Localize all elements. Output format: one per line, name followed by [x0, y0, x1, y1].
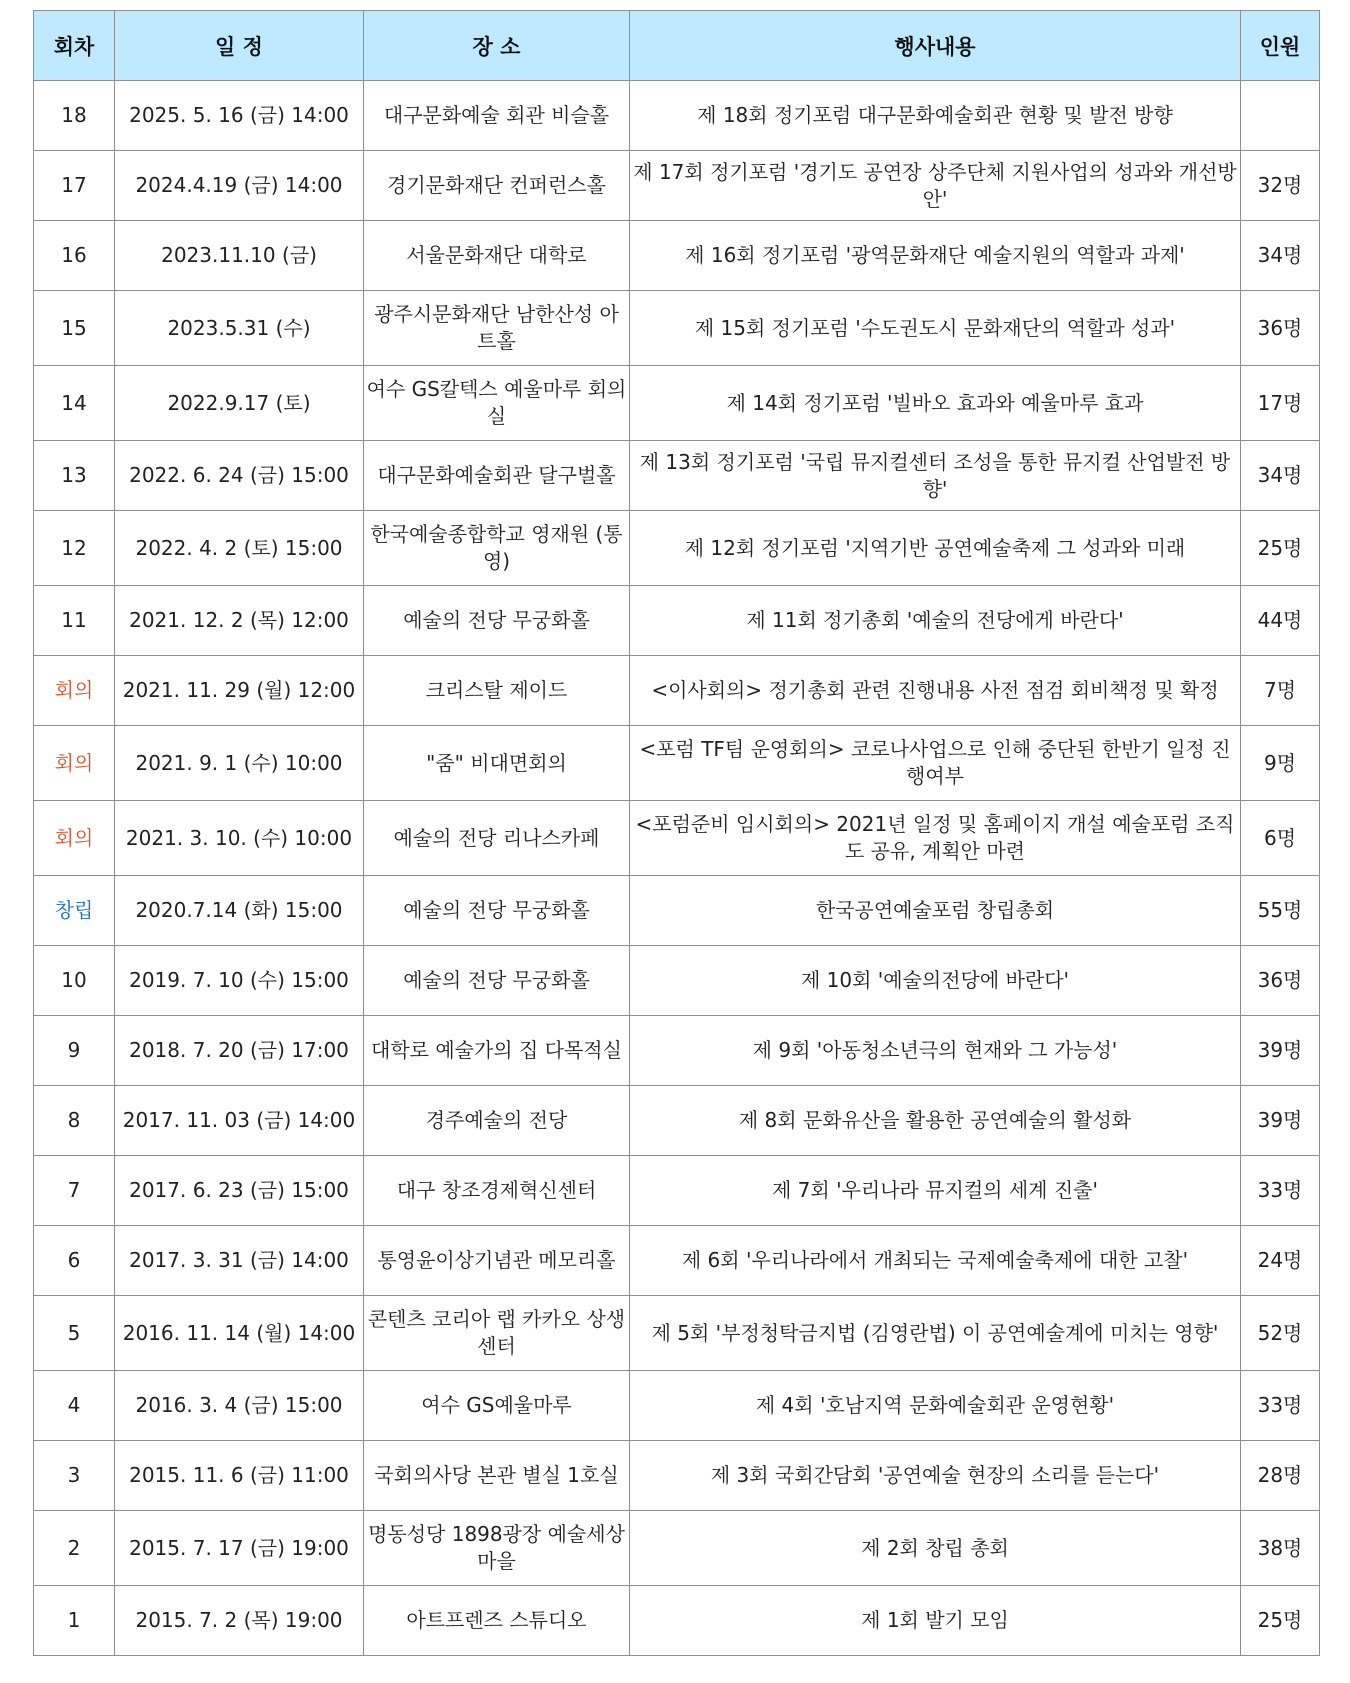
- cell-round: 17: [34, 151, 115, 221]
- cell-people: 34명: [1241, 441, 1320, 511]
- cell-place: 예술의 전당 리나스카페: [364, 801, 630, 876]
- cell-round: 14: [34, 366, 115, 441]
- cell-place: 대구문화예술회관 달구벌홀: [364, 441, 630, 511]
- table-row: [34, 291, 1320, 366]
- cell-date: 2017. 3. 31 (금) 14:00: [115, 1226, 364, 1296]
- cell-people: 32명: [1241, 151, 1320, 221]
- cell-place: 명동성당 1898광장 예술세상마을: [364, 1511, 630, 1586]
- header-content: 행사내용: [630, 11, 1241, 81]
- table-row: [34, 656, 1320, 726]
- cell-content: 제 16회 정기포럼 '광역문화재단 예술지원의 역할과 과제': [630, 221, 1241, 291]
- cell-date: 2015. 11. 6 (금) 11:00: [115, 1441, 364, 1511]
- cell-round: 9: [34, 1016, 115, 1086]
- cell-date: 2024.4.19 (금) 14:00: [115, 151, 364, 221]
- cell-content: 제 1회 발기 모임: [630, 1586, 1241, 1656]
- cell-place: 대구 창조경제혁신센터: [364, 1156, 630, 1226]
- cell-people: [1241, 81, 1320, 151]
- cell-place: 크리스탈 제이드: [364, 656, 630, 726]
- table-row: [34, 1371, 1320, 1441]
- cell-date: 2015. 7. 2 (목) 19:00: [115, 1586, 364, 1656]
- cell-round: 5: [34, 1296, 115, 1371]
- cell-date: 2023.11.10 (금): [115, 221, 364, 291]
- cell-place: 여수 GS칼텍스 예울마루 회의실: [364, 366, 630, 441]
- cell-place: 경기문화재단 컨퍼런스홀: [364, 151, 630, 221]
- cell-people: 28명: [1241, 1441, 1320, 1511]
- cell-place: 아트프렌즈 스튜디오: [364, 1586, 630, 1656]
- events-table: [33, 10, 1320, 1656]
- table-header-row: [34, 11, 1320, 81]
- cell-round: 7: [34, 1156, 115, 1226]
- cell-date: 2022. 4. 2 (토) 15:00: [115, 511, 364, 586]
- cell-date: 2022.9.17 (토): [115, 366, 364, 441]
- table-row: [34, 441, 1320, 511]
- cell-people: 39명: [1241, 1016, 1320, 1086]
- cell-round: 18: [34, 81, 115, 151]
- header-place: 장 소: [364, 11, 630, 81]
- cell-round: 회의: [34, 801, 115, 876]
- cell-content: 한국공연예술포럼 창립총회: [630, 876, 1241, 946]
- table-row: [34, 366, 1320, 441]
- cell-people: 6명: [1241, 801, 1320, 876]
- cell-place: 콘텐츠 코리아 랩 카카오 상생센터: [364, 1296, 630, 1371]
- table-row: [34, 801, 1320, 876]
- cell-content: 제 8회 문화유산을 활용한 공연예술의 활성화: [630, 1086, 1241, 1156]
- cell-date: 2021. 3. 10. (수) 10:00: [115, 801, 364, 876]
- cell-round: 8: [34, 1086, 115, 1156]
- header-people: 인원: [1241, 11, 1320, 81]
- cell-date: 2016. 11. 14 (월) 14:00: [115, 1296, 364, 1371]
- cell-people: 17명: [1241, 366, 1320, 441]
- cell-content: <이사회의> 정기총회 관련 진행내용 사전 점검 회비책정 및 확정: [630, 656, 1241, 726]
- cell-round: 창립: [34, 876, 115, 946]
- cell-content: 제 10회 '예술의전당에 바란다': [630, 946, 1241, 1016]
- cell-people: 33명: [1241, 1371, 1320, 1441]
- cell-place: 광주시문화재단 남한산성 아트홀: [364, 291, 630, 366]
- cell-round: 13: [34, 441, 115, 511]
- cell-people: 44명: [1241, 586, 1320, 656]
- cell-content: 제 15회 정기포럼 '수도권도시 문화재단의 역할과 성과': [630, 291, 1241, 366]
- table-row: [34, 586, 1320, 656]
- table-row: [34, 1441, 1320, 1511]
- cell-place: 통영윤이상기념관 메모리홀: [364, 1226, 630, 1296]
- cell-people: 24명: [1241, 1226, 1320, 1296]
- cell-date: 2021. 9. 1 (수) 10:00: [115, 726, 364, 801]
- cell-content: 제 17회 정기포럼 '경기도 공연장 상주단체 지원사업의 성과와 개선방안': [630, 151, 1241, 221]
- cell-date: 2021. 12. 2 (목) 12:00: [115, 586, 364, 656]
- cell-round: 11: [34, 586, 115, 656]
- cell-place: "줌" 비대면회의: [364, 726, 630, 801]
- table-row: [34, 81, 1320, 151]
- cell-round: 3: [34, 1441, 115, 1511]
- cell-place: 한국예술종합학교 영재원 (통영): [364, 511, 630, 586]
- cell-place: 서울문화재단 대학로: [364, 221, 630, 291]
- cell-people: 25명: [1241, 1586, 1320, 1656]
- header-date: 일 정: [115, 11, 364, 81]
- table-row: [34, 151, 1320, 221]
- cell-date: 2023.5.31 (수): [115, 291, 364, 366]
- cell-content: 제 3회 국회간담회 '공연예술 현장의 소리를 듣는다': [630, 1441, 1241, 1511]
- cell-place: 대학로 예술가의 집 다목적실: [364, 1016, 630, 1086]
- table-body: [34, 81, 1320, 1656]
- cell-place: 경주예술의 전당: [364, 1086, 630, 1156]
- cell-place: 여수 GS예울마루: [364, 1371, 630, 1441]
- cell-people: 38명: [1241, 1511, 1320, 1586]
- cell-content: 제 5회 '부정청탁금지법 (김영란법) 이 공연예술계에 미치는 영향': [630, 1296, 1241, 1371]
- cell-round: 15: [34, 291, 115, 366]
- cell-place: 예술의 전당 무궁화홀: [364, 876, 630, 946]
- cell-round: 4: [34, 1371, 115, 1441]
- table-row: [34, 1586, 1320, 1656]
- table-row: [34, 221, 1320, 291]
- cell-content: <포럼 TF팀 운영회의> 코로나사업으로 인해 중단된 한반기 일정 진행여부: [630, 726, 1241, 801]
- cell-date: 2020.7.14 (화) 15:00: [115, 876, 364, 946]
- cell-people: 9명: [1241, 726, 1320, 801]
- events-table-container: [33, 10, 1320, 1656]
- table-row: [34, 1511, 1320, 1586]
- cell-date: 2025. 5. 16 (금) 14:00: [115, 81, 364, 151]
- cell-date: 2021. 11. 29 (월) 12:00: [115, 656, 364, 726]
- cell-date: 2022. 6. 24 (금) 15:00: [115, 441, 364, 511]
- cell-date: 2017. 6. 23 (금) 15:00: [115, 1156, 364, 1226]
- cell-round: 회의: [34, 656, 115, 726]
- cell-content: 제 13회 정기포럼 '국립 뮤지컬센터 조성을 통한 뮤지컬 산업발전 방향': [630, 441, 1241, 511]
- cell-date: 2016. 3. 4 (금) 15:00: [115, 1371, 364, 1441]
- cell-content: 제 9회 '아동청소년극의 현재와 그 가능성': [630, 1016, 1241, 1086]
- cell-place: 예술의 전당 무궁화홀: [364, 946, 630, 1016]
- table-row: [34, 1156, 1320, 1226]
- cell-people: 36명: [1241, 946, 1320, 1016]
- table-row: [34, 511, 1320, 586]
- cell-round: 2: [34, 1511, 115, 1586]
- header-round: 회차: [34, 11, 115, 81]
- cell-date: 2019. 7. 10 (수) 15:00: [115, 946, 364, 1016]
- table-row: [34, 876, 1320, 946]
- cell-round: 16: [34, 221, 115, 291]
- table-row: [34, 1296, 1320, 1371]
- cell-content: 제 4회 '호남지역 문화예술회관 운영현황': [630, 1371, 1241, 1441]
- cell-content: 제 18회 정기포럼 대구문화예술회관 현황 및 발전 방향: [630, 81, 1241, 151]
- cell-round: 12: [34, 511, 115, 586]
- cell-content: <포럼준비 임시회의> 2021년 일정 및 홈페이지 개설 예술포럼 조직도 공유, 계획안 마련: [630, 801, 1241, 876]
- cell-people: 55명: [1241, 876, 1320, 946]
- table-row: [34, 1086, 1320, 1156]
- cell-people: 36명: [1241, 291, 1320, 366]
- cell-round: 6: [34, 1226, 115, 1296]
- cell-place: 예술의 전당 무궁화홀: [364, 586, 630, 656]
- table-row: [34, 946, 1320, 1016]
- cell-round: 회의: [34, 726, 115, 801]
- cell-people: 52명: [1241, 1296, 1320, 1371]
- cell-content: 제 7회 '우리나라 뮤지컬의 세계 진출': [630, 1156, 1241, 1226]
- table-row: [34, 1226, 1320, 1296]
- cell-content: 제 14회 정기포럼 '빌바오 효과와 예울마루 효과: [630, 366, 1241, 441]
- cell-round: 1: [34, 1586, 115, 1656]
- cell-round: 10: [34, 946, 115, 1016]
- table-row: [34, 1016, 1320, 1086]
- cell-people: 25명: [1241, 511, 1320, 586]
- cell-content: 제 12회 정기포럼 '지역기반 공연예술축제 그 성과와 미래: [630, 511, 1241, 586]
- cell-date: 2018. 7. 20 (금) 17:00: [115, 1016, 364, 1086]
- cell-date: 2015. 7. 17 (금) 19:00: [115, 1511, 364, 1586]
- cell-people: 7명: [1241, 656, 1320, 726]
- cell-people: 33명: [1241, 1156, 1320, 1226]
- cell-content: 제 2회 창립 총회: [630, 1511, 1241, 1586]
- cell-people: 39명: [1241, 1086, 1320, 1156]
- cell-date: 2017. 11. 03 (금) 14:00: [115, 1086, 364, 1156]
- cell-content: 제 11회 정기총회 '예술의 전당에게 바란다': [630, 586, 1241, 656]
- cell-people: 34명: [1241, 221, 1320, 291]
- cell-place: 국회의사당 본관 별실 1호실: [364, 1441, 630, 1511]
- cell-place: 대구문화예술 회관 비슬홀: [364, 81, 630, 151]
- cell-content: 제 6회 '우리나라에서 개최되는 국제예술축제에 대한 고찰': [630, 1226, 1241, 1296]
- table-row: [34, 726, 1320, 801]
